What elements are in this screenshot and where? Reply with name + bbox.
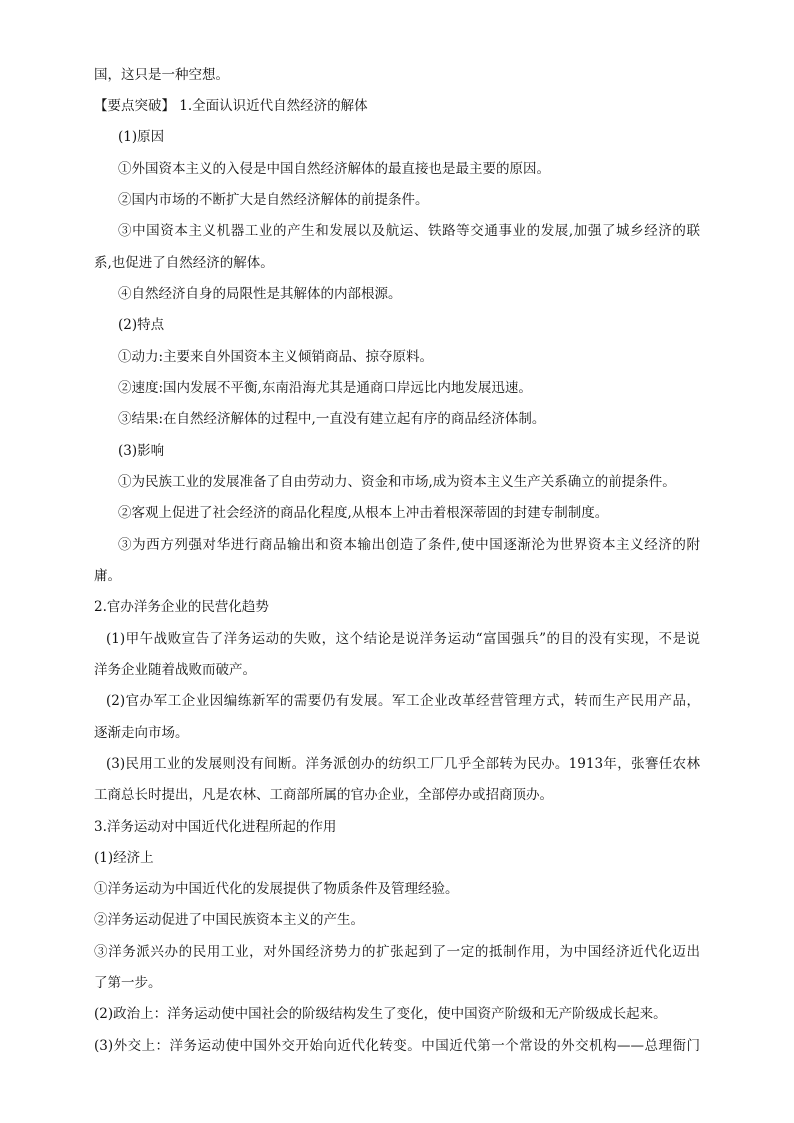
section-heading: 3.洋务运动对中国近代化进程所起的作用 — [94, 819, 337, 835]
text-line: (1)甲午战败宣告了洋务运动的失败，这个结论是说洋务运动“富国强兵”的目的没有实现，不是说 — [106, 631, 700, 647]
text-line: ②国内市场的不断扩大是自然经济解体的前提条件。 — [118, 192, 429, 208]
text-line: ③为西方列强对华进行商品输出和资本输出创造了条件,使中国逐渐沦为世界资本主义经济的附 — [118, 537, 700, 553]
text-line: 洋务企业随着战败而破产。 — [94, 662, 256, 678]
subheading: (1)原因 — [118, 129, 165, 145]
text-line: 了第一步。 — [94, 975, 162, 991]
text-line: (3)民用工业的发展则没有间断。洋务派创办的纺织工厂几乎全部转为民办。1913年，张謇任农林 — [106, 756, 700, 772]
text-line: ①洋务运动为中国近代化的发展提供了物质条件及管理经验。 — [94, 881, 459, 897]
subheading: (2)特点 — [118, 317, 165, 333]
text-line: (2)政治上：洋务运动使中国社会的阶级结构发生了变化，使中国资产阶级和无产阶级成长起来。 — [94, 1006, 667, 1022]
text-line: ②洋务运动促进了中国民族资本主义的产生。 — [94, 912, 364, 928]
section-heading: 【要点突破】 1.全面认识近代自然经济的解体 — [94, 98, 368, 114]
text-line: ④自然经济自身的局限性是其解体的内部根源。 — [118, 286, 402, 302]
text-line: ③结果:在自然经济解体的过程中,一直没有建立起有序的商品经济体制。 — [118, 411, 546, 427]
subheading: (1)经济上 — [94, 850, 154, 866]
text-line: (3)外交上：洋务运动使中国外交开始向近代化转变。中国近代第一个常设的外交机构——总理衙门 — [94, 1038, 700, 1054]
text-line: 国，这只是一种空想。 — [94, 67, 229, 83]
text-line: ①外国资本主义的入侵是中国自然经济解体的最直接也是最主要的原因。 — [118, 161, 550, 177]
subheading: (3)影响 — [118, 443, 165, 459]
text-line: ①动力:主要来自外国资本主义倾销商品、掠夺原料。 — [118, 349, 434, 365]
text-line: ①为民族工业的发展准备了自由劳动力、资金和市场,成为资本主义生产关系确立的前提条件。 — [118, 474, 676, 490]
text-line: 工商总长时提出，凡是农林、工商部所属的官办企业，全部停办或招商顶办。 — [94, 787, 553, 803]
text-line: 逐渐走向市场。 — [94, 725, 189, 741]
section-heading: 2.官办洋务企业的民营化趋势 — [94, 599, 269, 615]
text-line: ②速度:国内发展不平衡,东南沿海尤其是通商口岸远比内地发展迅速。 — [118, 380, 532, 396]
text-line: ②客观上促进了社会经济的商品化程度,从根本上冲击着根深蒂固的封建专制制度。 — [118, 505, 609, 521]
text-line: ③洋务派兴办的民用工业，对外国经济势力的扩张起到了一定的抵制作用，为中国经济近代化迈出 — [94, 944, 700, 960]
text-line: 庸。 — [94, 568, 121, 584]
text-line: ③中国资本主义机器工业的产生和发展以及航运、铁路等交通事业的发展,加强了城乡经济的联 — [118, 223, 700, 239]
text-line: (2)官办军工企业因编练新军的需要仍有发展。军工企业改革经营管理方式，转而生产民用产品， — [106, 693, 700, 709]
text-line: 系,也促进了自然经济的解体。 — [94, 255, 274, 271]
